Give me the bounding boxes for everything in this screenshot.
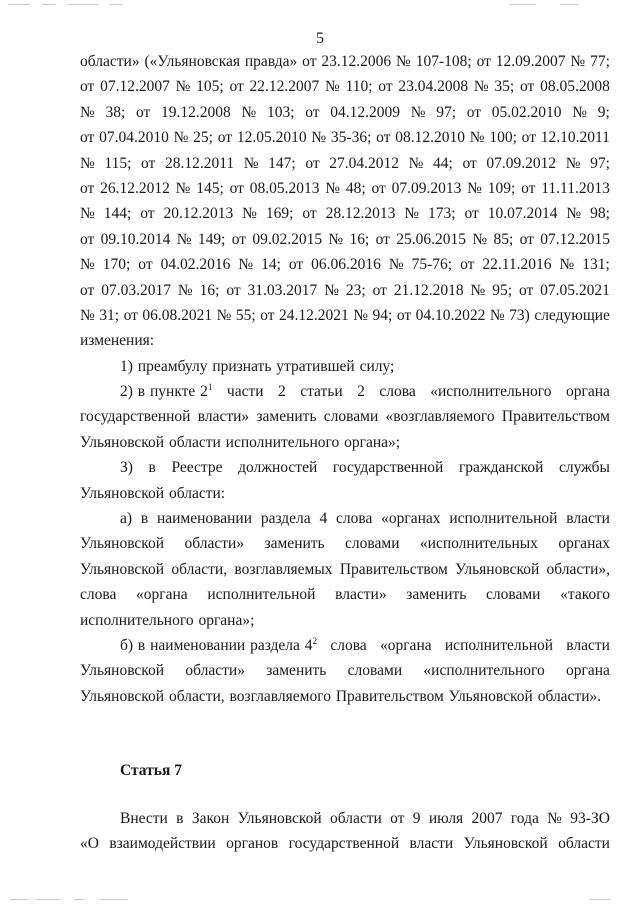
word: 107-108; <box>415 53 472 70</box>
item-3b-line-2 <box>80 658 610 683</box>
word: 93-ЗО <box>570 809 610 827</box>
word: словами <box>347 662 403 680</box>
word: 23.04.2008 <box>398 78 469 96</box>
article-heading: Статья 7 <box>120 762 182 780</box>
word: 12.10.2011 <box>540 129 610 147</box>
word: № <box>175 179 191 197</box>
word: 10.07.2014 <box>487 205 558 223</box>
word: 35-36; <box>330 129 372 147</box>
word: № <box>408 154 424 172</box>
word: области» <box>185 662 245 680</box>
word: Реестре <box>171 459 223 477</box>
word: от <box>371 179 386 197</box>
item-3-line-2: Ульяновской области: <box>80 484 226 502</box>
word: 08.12.2010 <box>395 129 465 147</box>
word: 94; <box>372 306 393 324</box>
word: слова <box>80 586 117 604</box>
word: 06.08.2021 <box>142 306 213 324</box>
word: от <box>460 256 475 274</box>
word: области» <box>184 535 245 553</box>
word: от <box>466 103 482 121</box>
word: от <box>396 306 412 324</box>
word: «органа <box>379 636 432 654</box>
word: № <box>473 78 489 96</box>
word: в <box>148 459 156 477</box>
word: 144; <box>103 205 132 223</box>
word: «такого <box>560 586 610 604</box>
word: 110; <box>345 78 373 96</box>
word: 16; <box>199 281 220 299</box>
word: № <box>559 256 575 274</box>
word: от <box>138 256 153 274</box>
word: от <box>376 129 391 147</box>
amendment-citation-paragraph <box>80 49 610 354</box>
word: от <box>80 230 95 248</box>
word: слова <box>379 383 416 401</box>
word: от <box>231 230 247 248</box>
word: области <box>558 834 610 852</box>
word: № <box>175 78 191 96</box>
text-line <box>80 227 610 252</box>
word: должностей <box>238 459 318 477</box>
word: 2007 <box>471 809 503 827</box>
word: от <box>123 306 138 324</box>
word: № <box>176 230 192 248</box>
word: от <box>140 205 155 223</box>
item-3a-line-5: исполнительного органа»; <box>80 611 255 629</box>
word: 31.03.2017 <box>247 281 318 299</box>
word: «исполнительных <box>419 535 538 553</box>
item-3a-line-2 <box>80 531 610 556</box>
text-line <box>80 328 610 353</box>
item-3-line-1 <box>80 455 610 480</box>
word: от <box>521 179 536 197</box>
word: правда» <box>244 53 298 70</box>
word: Ульяновской <box>463 834 548 852</box>
word: 05.02.2010 <box>491 103 562 121</box>
word: № <box>80 205 95 223</box>
word: 173; <box>427 205 456 223</box>
word: Правительством <box>501 408 610 426</box>
word: исполнительной <box>207 586 316 604</box>
word: № <box>241 103 257 121</box>
page-number: 5 <box>316 30 324 47</box>
word: № <box>570 53 586 70</box>
word: № <box>572 103 588 121</box>
word: 23; <box>345 281 366 299</box>
text-line <box>80 201 610 226</box>
text-line <box>80 252 610 277</box>
word: 4 <box>319 510 328 528</box>
word: области» <box>80 53 140 70</box>
word: от <box>302 53 317 70</box>
word: 2 <box>278 383 286 401</box>
word: № <box>353 306 369 324</box>
word: № <box>243 154 259 172</box>
word: № <box>238 256 254 274</box>
word: 35; <box>494 78 515 96</box>
word: 28.12.2011 <box>164 154 235 172</box>
word: № <box>311 129 327 147</box>
word: 22.12.2007 <box>249 78 320 96</box>
item-3a-line-4 <box>80 582 610 607</box>
word: № <box>566 205 582 223</box>
word: в <box>140 510 149 528</box>
word: № <box>489 306 505 324</box>
word: 07.12.2015 <box>540 230 610 248</box>
word: 07.12.2007 <box>100 78 170 96</box>
word: № <box>328 230 344 248</box>
word: «О <box>80 834 99 852</box>
word: слова <box>330 636 367 654</box>
word: от <box>375 230 390 248</box>
word: 55; <box>235 306 256 324</box>
word: 09.10.2014 <box>100 230 171 248</box>
word: № <box>469 129 485 147</box>
word: «органах <box>381 510 441 528</box>
word: следующие <box>534 306 610 324</box>
word: 16; <box>349 230 370 248</box>
scan-edge-top <box>0 2 640 8</box>
word: взаимодействии <box>109 834 216 852</box>
word: 07.04.2010 <box>99 129 169 147</box>
word: № <box>324 281 339 299</box>
item-3b-line-1 <box>80 633 610 658</box>
item-2-line-1 <box>80 379 610 404</box>
word: от <box>518 281 534 299</box>
word: заменить <box>406 586 467 604</box>
word: 145; <box>196 179 224 197</box>
word: № <box>404 205 420 223</box>
word: 21.12.2018 <box>393 281 464 299</box>
word: 12.09.2007 <box>495 53 566 70</box>
word: государственной <box>288 834 400 852</box>
word: Закон <box>191 809 230 827</box>
word: части <box>226 383 264 401</box>
word: июля <box>428 809 464 827</box>
word: исполнительной <box>444 636 554 654</box>
word: № <box>325 179 341 197</box>
word: 105; <box>196 78 224 96</box>
word: № <box>396 53 411 70</box>
word: 07.03.2017 <box>101 281 171 299</box>
word: словами <box>486 586 541 604</box>
word: от <box>305 154 320 172</box>
word: 98; <box>590 205 610 223</box>
word: № <box>565 154 581 172</box>
word: службы <box>559 459 610 477</box>
word: власти <box>566 636 610 654</box>
word: № <box>80 306 95 324</box>
word: 20.12.2013 <box>163 205 234 223</box>
word: 100; <box>489 129 517 147</box>
word: от <box>305 103 320 121</box>
word: 07.09.2013 <box>391 179 462 197</box>
word: словами <box>323 408 379 426</box>
word: власти <box>409 834 454 852</box>
word: 147; <box>268 154 296 172</box>
word: от <box>464 205 479 223</box>
text-line <box>80 278 610 303</box>
word: 77; <box>590 53 610 70</box>
item-3a-line-3 <box>80 557 610 582</box>
word: заменить <box>264 535 325 553</box>
text-line <box>80 100 610 125</box>
word: Ульяновской <box>80 560 165 578</box>
word: № <box>472 230 488 248</box>
text-line <box>80 176 610 201</box>
text-line <box>80 49 610 74</box>
word: области, <box>171 560 228 578</box>
word: («Ульяновская <box>144 53 240 70</box>
word: 38; <box>105 103 126 121</box>
word: 2 <box>357 383 365 401</box>
word: 31; <box>99 306 120 324</box>
word: исполнительной <box>449 510 558 528</box>
word: органа <box>566 662 610 680</box>
word: 3) <box>120 459 133 477</box>
word: 24.12.2021 <box>279 306 349 324</box>
word: 95; <box>492 281 513 299</box>
word: 04.02.2016 <box>160 256 231 274</box>
word: власти» <box>335 586 387 604</box>
word: государственной <box>80 408 191 426</box>
word: от <box>462 154 477 172</box>
word: от <box>302 205 317 223</box>
word: от <box>80 179 95 197</box>
word: 109; <box>487 179 516 197</box>
word: слова <box>335 510 373 528</box>
word: органах <box>558 535 610 553</box>
word: 25.06.2015 <box>396 230 467 248</box>
word: 73) <box>509 306 530 324</box>
word: гражданской <box>458 459 544 477</box>
word: № <box>242 205 257 223</box>
word: от <box>390 809 405 827</box>
word: Ульяновской <box>80 535 165 553</box>
word: от <box>229 179 244 197</box>
word: 04.12.2009 <box>330 103 401 121</box>
scan-edge-bottom <box>0 897 640 903</box>
word: от <box>80 281 95 299</box>
word: от <box>521 129 536 147</box>
word: органов <box>226 834 279 852</box>
word: 9; <box>597 103 610 121</box>
word: от <box>80 78 95 96</box>
text-line <box>80 151 610 176</box>
item-2-line-3: Ульяновской области исполнительного органа»; <box>80 433 401 451</box>
word: 170; <box>102 256 131 274</box>
word: 103; <box>267 103 295 121</box>
word: от <box>476 53 491 70</box>
word: № <box>325 78 340 96</box>
word: 97; <box>436 103 457 121</box>
item-3a-line-1 <box>80 506 610 531</box>
word: власти <box>566 510 610 528</box>
word: № <box>216 306 232 324</box>
word: 9 <box>412 809 421 827</box>
word: Ульяновской <box>80 662 165 680</box>
word: 25; <box>193 129 213 147</box>
word: «исполнительного <box>423 662 545 680</box>
word: от <box>80 129 95 147</box>
word: 07.05.2021 <box>540 281 610 299</box>
item-1: 1) преамбулу признать утратившей силу; <box>120 357 395 375</box>
word: 04.10.2022 <box>415 306 486 324</box>
word: от <box>372 281 387 299</box>
word: заменить <box>256 408 317 426</box>
word: от <box>217 129 233 147</box>
word: 09.02.2015 <box>252 230 323 248</box>
item-2-line-2 <box>80 404 610 429</box>
word: 115; <box>104 154 132 172</box>
word: области», <box>546 560 610 578</box>
word: № <box>410 103 426 121</box>
word: № <box>80 256 95 274</box>
word: 14; <box>261 256 281 274</box>
word: власти» <box>197 408 250 426</box>
word: от <box>378 78 393 96</box>
word: 22.11.2016 <box>482 256 552 274</box>
word: 26.12.2012 <box>100 179 170 197</box>
word: «возглавляемого <box>385 408 495 426</box>
word: № <box>80 154 95 172</box>
word: заменить <box>266 662 327 680</box>
word: словами <box>345 535 400 553</box>
word: 97; <box>590 154 610 172</box>
word: от <box>519 230 534 248</box>
text-line <box>80 303 610 328</box>
word: 28.12.2013 <box>325 205 396 223</box>
word: 75-76; <box>411 256 453 274</box>
word: от <box>288 256 304 274</box>
word: наименовании <box>156 510 253 528</box>
word: 48; <box>345 179 366 197</box>
word: 08.05.2013 <box>249 179 320 197</box>
word: возглавляемых <box>234 560 333 578</box>
word: от <box>519 78 535 96</box>
word: Внести <box>120 809 168 827</box>
word: № <box>173 129 189 147</box>
word: статьи <box>300 383 343 401</box>
word: «исполнительного <box>430 383 552 401</box>
word: органа <box>566 383 610 401</box>
word: 06.06.2016 <box>311 256 381 274</box>
word: изменения: <box>80 332 155 350</box>
word: от <box>229 78 244 96</box>
word: раздела <box>260 510 311 528</box>
word: от <box>260 306 275 324</box>
word: 85; <box>493 230 514 248</box>
word: № <box>467 179 482 197</box>
word: № <box>177 281 193 299</box>
word: № <box>547 809 562 827</box>
word: 11.11.2013 <box>541 179 610 197</box>
word: в <box>176 809 184 827</box>
word: а) <box>120 510 133 528</box>
word: 08.05.2008 <box>540 78 610 96</box>
word: № <box>388 256 404 274</box>
text-line <box>80 125 610 150</box>
text-line <box>80 74 610 99</box>
word: 169; <box>265 205 294 223</box>
word: 12.05.2010 <box>236 129 307 147</box>
word: 19.12.2008 <box>161 103 231 121</box>
word: 23.12.2006 <box>321 53 392 70</box>
word: 149; <box>197 230 226 248</box>
item-3b-lead: б) в наименовании раздела $4^2$ <box>120 635 318 654</box>
word: «органа <box>136 586 188 604</box>
word: Ульяновской <box>455 560 540 578</box>
word: Правительством <box>339 560 448 578</box>
word: 07.09.2012 <box>486 154 557 172</box>
word: 27.04.2012 <box>329 154 399 172</box>
word: государственной <box>332 459 444 477</box>
article-line-1 <box>80 806 610 831</box>
document-body <box>80 49 610 856</box>
word: года <box>510 809 539 827</box>
word: области <box>329 809 382 827</box>
item-2-lead: 2) в пункте $2^1$ <box>120 382 213 401</box>
word: № <box>80 103 95 121</box>
word: № <box>470 281 486 299</box>
article-line-2 <box>80 831 610 856</box>
word: Ульяновской <box>237 809 322 827</box>
word: 131; <box>582 256 610 274</box>
word: от <box>141 154 156 172</box>
word: от <box>226 281 241 299</box>
item-3b-line-3: Ульяновской области, возглавляемого Правительством Ульяновской области». <box>80 687 602 705</box>
word: 44; <box>433 154 453 172</box>
word: от <box>136 103 151 121</box>
